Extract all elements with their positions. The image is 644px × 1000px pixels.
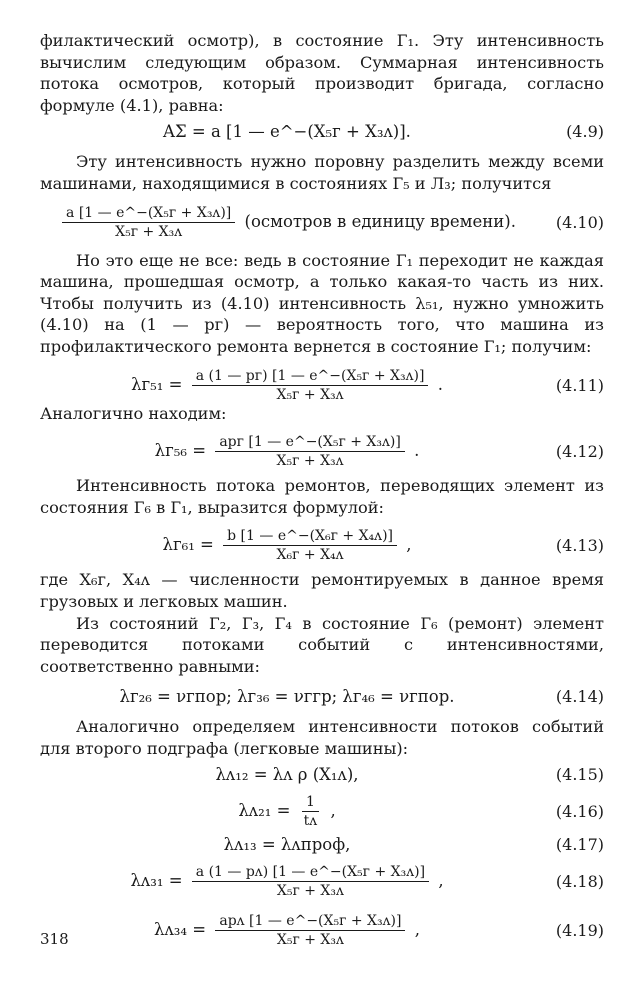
- numerator: apᴧ [1 — e^−(X₅ᴦ + X₃ᴧ)]: [215, 913, 405, 931]
- equation-number: (4.17): [555, 835, 604, 855]
- equation-4-15: [40, 765, 604, 784]
- fraction: [62, 205, 235, 240]
- equation-lhs: λᴧ₂₁ =: [238, 801, 291, 821]
- equation-tail: ,: [406, 535, 412, 555]
- equation-number: (4.15): [555, 765, 604, 785]
- equation-4-11: [40, 368, 604, 403]
- equation-tail: ,: [438, 871, 444, 891]
- equation-body: AΣ = a [1 — e^−(X₅ᴦ + X₃ᴧ)].: [163, 122, 411, 142]
- paragraph-4: Аналогично находим:: [40, 403, 227, 423]
- equation-4-10: [40, 205, 604, 240]
- numerator: 1: [302, 794, 319, 812]
- numerator: a [1 — e^−(X₅ᴦ + X₃ᴧ)]: [62, 205, 235, 223]
- fraction: [300, 794, 322, 829]
- equation-lhs: λᴦ₆₁ =: [162, 535, 214, 555]
- equation-lhs: λᴧ₃₄ =: [154, 920, 207, 940]
- numerator: a (1 — pᴧ) [1 — e^−(X₅ᴦ + X₃ᴧ)]: [192, 864, 429, 882]
- fraction: [192, 864, 429, 899]
- denominator: X₆ᴦ + X₄ᴧ: [276, 547, 344, 564]
- page-number: 318: [40, 930, 69, 948]
- equation-4-13: [40, 528, 604, 563]
- equation-tail: ,: [414, 920, 420, 940]
- equation-number: (4.10): [555, 212, 604, 232]
- paragraph-3: Но это еще не все: ведь в состояние Г₁ переходит не каждая машина, прошедшая осмотр, а только какая-то часть из них. Чтобы получить из (4.10) интенсивность λ₅₁, нужно умножить (4.10) на (1 — pᴦ) — вероятность того, что машина из профилактического ремонта вернется в состояние Г₁; получим:: [40, 250, 604, 356]
- equation-number: (4.12): [555, 442, 604, 462]
- paragraph-1: филактический осмотр), в состояние Г₁. Эту интенсивность вычислим следующим образом. Суммарная интенсивность потока осмотров, который производит бригада, согласно формуле (4.1), равна:: [40, 31, 604, 115]
- equation-body: λᴧ₁₃ = λᴧпроф,: [223, 835, 351, 855]
- numerator: apᴦ [1 — e^−(X₅ᴦ + X₃ᴧ)]: [215, 434, 405, 452]
- numerator: b [1 — e^−(X₆ᴦ + X₄ᴧ)]: [223, 528, 397, 546]
- fraction: [215, 913, 405, 948]
- equation-tail: .: [414, 441, 420, 461]
- equation-number: (4.14): [555, 687, 604, 707]
- paragraph-2: Эту интенсивность нужно поровну разделить между всеми машинами, находящимися в состояниях Г₅ и Л₃; получится: [40, 152, 604, 193]
- denominator: X₅ᴦ + X₃ᴧ: [115, 223, 183, 240]
- equation-4-16: [40, 794, 604, 829]
- equation-number: (4.9): [566, 122, 604, 142]
- fraction: [223, 528, 397, 563]
- equation-tail: ,: [330, 801, 336, 821]
- equation-4-14: [40, 687, 604, 706]
- equation-4-17: [40, 835, 604, 854]
- equation-number: (4.13): [555, 536, 604, 556]
- equation-4-19: [40, 913, 604, 948]
- equation-number: (4.16): [555, 802, 604, 822]
- equation-number: (4.11): [555, 375, 604, 395]
- equation-lhs: λᴦ₅₆ =: [154, 441, 207, 461]
- equation-4-12: [40, 434, 604, 469]
- paragraph-5: Интенсивность потока ремонтов, переводящих элемент из состояния Г₆ в Г₁, выразится формулой:: [40, 476, 604, 517]
- equation-lhs: λᴦ₅₁ =: [131, 374, 183, 394]
- denominator: X₅ᴦ + X₃ᴧ: [276, 386, 344, 403]
- equation-4-18: [40, 864, 604, 899]
- equation-lhs: λᴧ₃₁ =: [130, 871, 183, 891]
- denominator: X₅ᴦ + X₃ᴧ: [276, 932, 344, 949]
- paragraph-8: Аналогично определяем интенсивности потоков событий для второго подграфа (легковые машины):: [40, 717, 604, 758]
- paragraph-6: где X₆ᴦ, X₄ᴧ — численности ремонтируемых в данное время грузовых и легковых машин.: [40, 570, 604, 611]
- equation-4-9: [40, 122, 604, 141]
- denominator: X₅ᴦ + X₃ᴧ: [276, 883, 344, 900]
- fraction: [192, 368, 429, 403]
- numerator: a (1 — pᴦ) [1 — e^−(X₅ᴦ + X₃ᴧ)]: [192, 368, 429, 386]
- equation-number: (4.18): [555, 872, 604, 892]
- equation-body: λᴦ₂₆ = νᴦпор; λᴦ₃₆ = νᴦгр; λᴦ₄₆ = νᴦпор.: [119, 687, 455, 707]
- equation-tail: .: [437, 374, 443, 394]
- equation-tail: (осмотров в единицу времени).: [244, 211, 516, 231]
- denominator: X₅ᴦ + X₃ᴧ: [276, 453, 344, 470]
- equation-body: λᴧ₁₂ = λᴧ ρ (X₁ᴧ),: [215, 765, 359, 785]
- denominator: tᴧ: [303, 813, 318, 830]
- page-body: [40, 30, 604, 948]
- equation-number: (4.19): [555, 921, 604, 941]
- fraction: [215, 434, 405, 469]
- paragraph-7: Из состояний Г₂, Г₃, Г₄ в состояние Г₆ (ремонт) элемент переводится потоками событий с интенсивностями, соответственно равными:: [40, 613, 604, 676]
